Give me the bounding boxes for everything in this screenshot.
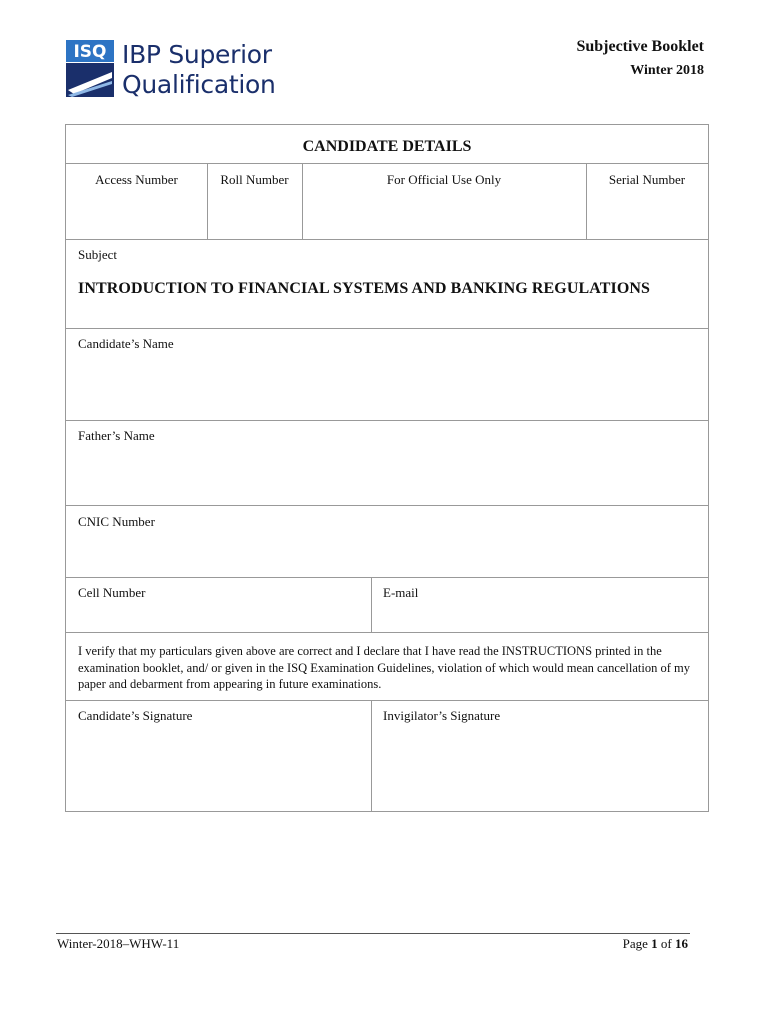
footer-code: Winter-2018–WHW-11 (57, 936, 180, 951)
candidate-signature-label: Candidate’s Signature (78, 708, 193, 723)
roll-number-label: Roll Number (220, 172, 289, 187)
invigilator-signature-label: Invigilator’s Signature (383, 708, 501, 723)
access-number-label: Access Number (95, 172, 178, 187)
divider (371, 700, 372, 812)
candidate-name-label: Candidate’s Name (78, 336, 174, 351)
booklet-session: Winter 2018 (630, 63, 704, 78)
logo-wordmark (122, 40, 276, 100)
page-number (623, 936, 688, 952)
official-use-label: For Official Use Only (386, 172, 502, 187)
divider (66, 700, 708, 701)
serial-number-label: Serial Number (608, 172, 686, 187)
cell-number-label: Cell Number (78, 585, 146, 600)
logo-badge-text: ISQ (73, 42, 107, 62)
page-of: of (657, 936, 675, 951)
isq-logo-mark (64, 38, 118, 104)
booklet-title: Subjective Booklet (576, 38, 704, 55)
page-current: 1 (651, 936, 658, 951)
logo-line-1: IBP Superior (122, 40, 272, 69)
divider (66, 632, 708, 633)
divider (66, 239, 708, 240)
divider (66, 505, 708, 506)
form-heading: CANDIDATE DETAILS (302, 138, 472, 155)
declaration-text: I verify that my particulars given above are correct and I declare that I have read the INSTRUCTIONS printed in the examination booklet, and/ or given in the ISQ Examination Guidelines, violation of which would mean cancellation of my paper and debarment from appearing in future examinations. (78, 644, 691, 691)
page-total: 16 (675, 936, 688, 951)
candidate-details-form (65, 124, 709, 812)
footer-rule (56, 933, 690, 934)
booklet-header (576, 37, 704, 80)
subject-name: INTRODUCTION TO FINANCIAL SYSTEMS AND BANKING REGULATIONS (78, 280, 651, 297)
divider (66, 577, 708, 578)
isq-logo (64, 38, 276, 104)
divider (66, 328, 708, 329)
father-name-label: Father’s Name (78, 428, 155, 443)
email-label: E-mail (383, 585, 419, 600)
page-prefix: Page (622, 936, 652, 951)
logo-line-2: Qualification (122, 70, 276, 99)
divider (66, 163, 708, 164)
divider (371, 577, 372, 632)
divider (66, 420, 708, 421)
subject-label: Subject (78, 247, 117, 262)
cnic-label: CNIC Number (78, 514, 155, 529)
